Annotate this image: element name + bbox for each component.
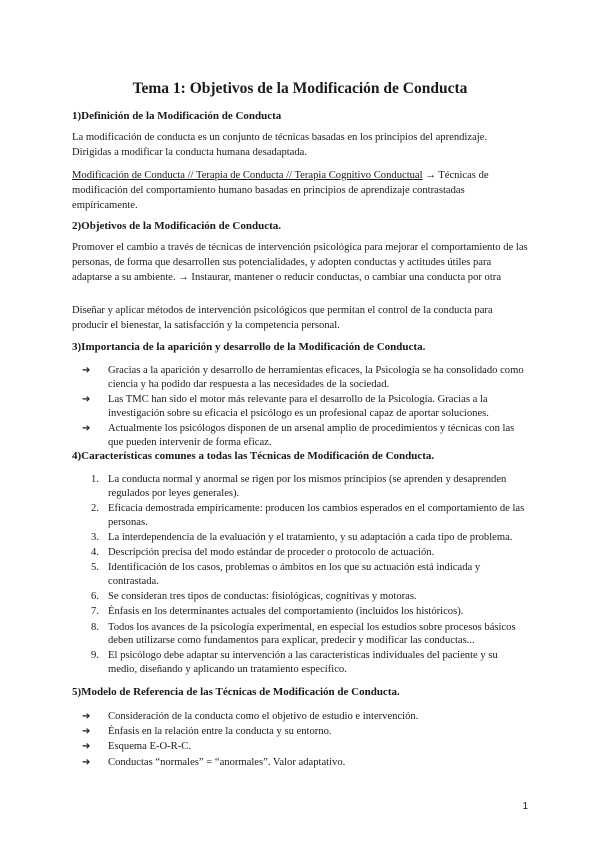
list-item — [72, 531, 528, 545]
list-item-text: Las TMC han sido el motor más relevante para el desarrollo de la Psicología. Gracias a la investigación sobre su eficacia el psicólogo es un profesional capaz de aportar soluciones. — [108, 393, 489, 419]
underlined-terms: Modificación de Conducta // Terapia de Conducta // Terapia Cognitivo Conductual — [72, 170, 423, 181]
list-item-text: El psicólogo debe adaptar su intervención a las características individuales del paciente y su medio, diseñando y aplicando un tratamiento específico. — [108, 650, 498, 676]
list-item — [72, 546, 528, 560]
item-number: 8. — [91, 621, 99, 633]
item-number: 1. — [91, 474, 99, 485]
list-item — [72, 422, 528, 449]
item-number: 2. — [91, 502, 99, 514]
list-item — [72, 590, 528, 604]
section-1-paragraph-2 — [72, 168, 528, 213]
list-item — [72, 364, 528, 391]
list-item-text: Eficacia demostrada empíricamente: producen los cambios esperados en el comportamiento de las personas. — [108, 502, 525, 528]
list-item — [72, 740, 528, 754]
list-item — [72, 621, 528, 648]
list-item-text: Énfasis en los determinantes actuales del comportamiento (incluidos los históricos). — [108, 606, 464, 618]
list-item-text: Gracias a la aparición y desarrollo de herramientas eficaces, la Psicología se ha consolidado como ciencia y ha podido dar respuesta a las necesidades de la sociedad. — [108, 365, 524, 390]
list-item-text: Descripción precisa del modo estándar de proceder o protocolo de actuación. — [108, 547, 435, 559]
section-5-list — [72, 710, 528, 771]
list-item — [72, 649, 528, 676]
list-item-text: Esquema E-O-R-C. — [108, 741, 191, 753]
section-4-heading: 4)Características comunes a todas las Técnicas de Modificación de Conducta. — [72, 450, 435, 462]
item-number: 9. — [91, 650, 99, 662]
arrow-icon: ➔ — [82, 365, 91, 376]
list-item-text: Consideración de la conducta como el objetivo de estudio e intervención. — [108, 711, 419, 722]
arrow-icon: ➔ — [82, 741, 91, 753]
list-item — [72, 561, 528, 588]
arrow-icon: ➔ — [82, 711, 91, 722]
page-number: 1 — [522, 801, 528, 812]
item-number: 4. — [91, 547, 99, 559]
section-3-list — [72, 364, 528, 451]
item-number: 5. — [91, 562, 99, 574]
arrow-icon: ➔ — [82, 726, 91, 738]
item-number: 3. — [91, 531, 99, 543]
list-item — [72, 393, 528, 420]
item-number: 7. — [91, 606, 99, 618]
section-2-paragraph-2: Diseñar y aplicar métodos de intervención psicológicos que permitan el control de la conducta para producir el bienestar, la satisfacción y la competencia personal. — [72, 305, 493, 331]
section-1-heading: 1)Definición de la Modificación de Conducta — [72, 110, 282, 122]
list-item — [72, 710, 528, 724]
list-item — [72, 502, 528, 529]
list-item-text: Conductas “normales” = “anormales”. Valor adaptativo. — [108, 756, 346, 768]
arrow-icon: ➔ — [82, 756, 91, 768]
list-item — [72, 473, 528, 500]
arrow-icon: ➔ — [82, 422, 91, 434]
list-item-text: Se consideran tres tipos de conductas: fisiológicas, cognitivas y motoras. — [108, 591, 417, 603]
list-item-text: Identificación de los casos, problemas o ámbitos en los que su actuación está indicada y contrastada. — [108, 562, 481, 587]
list-item — [72, 756, 528, 770]
section-4-list — [72, 473, 528, 678]
list-item — [72, 725, 528, 739]
list-item-text: Actualmente los psicólogos disponen de un arsenal amplio de procedimientos y técnicas con las que pueden intervenir de forma eficaz. — [108, 422, 515, 448]
list-item-text: Énfasis en la relación entre la conducta y su entorno. — [108, 726, 332, 738]
section-5-heading: 5)Modelo de Referencia de las Técnicas de Modificación de Conducta. — [72, 686, 400, 698]
list-item-text: Todos los avances de la psicología experimental, en especial los estudios sobre procesos básicos deben utilizarse como fundamentos para explicar, predecir y modificar las conductas... — [108, 621, 516, 647]
section-2-heading: 2)Objetivos de la Modificación de Conducta. — [72, 220, 281, 232]
list-item — [72, 605, 528, 619]
section-1-paragraph-1: La modificación de conducta es un conjunto de técnicas basadas en los principios del aprendizaje. Dirigidas a modificar la conducta humana desadaptada. — [72, 132, 488, 158]
document-title: Tema 1: Objetivos de la Modificación de Conducta — [132, 80, 468, 97]
item-number: 6. — [91, 591, 99, 603]
list-item-text: La conducta normal y anormal se rigen por los mismos principios (se aprenden y desaprenden regulados por leyes generales). — [108, 474, 507, 499]
section-3-heading: 3)Importancia de la aparición y desarrollo de la Modificación de Conducta. — [72, 341, 426, 353]
section-2-paragraph-1: Promover el cambio a través de técnicas de intervención psicológica para mejorar el comportamiento de las personas, de forma que desarrollen sus potencialidades, y adopten conductas y actitudes útiles para adaptarse a su ambiente. → Instaurar, mantener o reducir conductas, o cambiar una conducta por otra — [72, 242, 528, 283]
list-item-text: La interdependencia de la evaluación y el tratamiento, y su adaptación a cada tipo de problema. — [108, 531, 513, 543]
arrow-icon: ➔ — [82, 393, 91, 405]
section-1-paragraph-2-rest: → Técnicas de modificación del comportamiento humano basadas en principios de aprendizaje contrastadas empíricamente. — [72, 170, 489, 211]
